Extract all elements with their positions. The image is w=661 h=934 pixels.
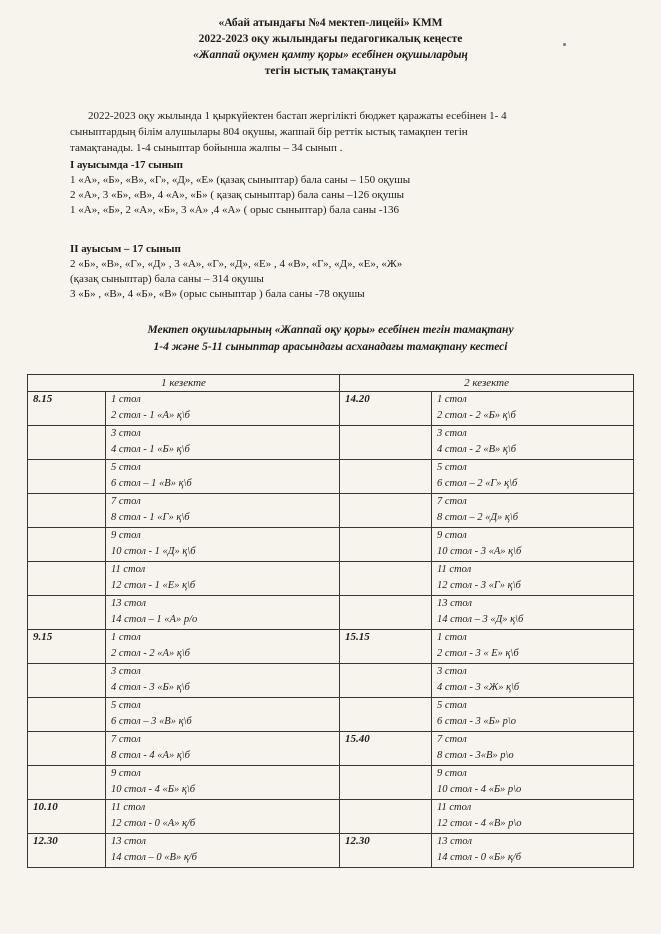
table-row: [28, 494, 634, 528]
shift-1-time-cell: [28, 698, 106, 732]
shift-1-tables-cell-text: 1 стол: [111, 632, 141, 643]
shift-2-tables-cell: [432, 766, 634, 800]
shift-2-tables-cell-text: 4 стол - 3 «Ж» қ\б: [437, 681, 520, 693]
shift-2-tables-cell-text: 14 стол - 0 «Б» қ/б: [437, 851, 522, 863]
shift-2-tables-cell-text: 9 стол: [437, 530, 467, 541]
shift-2-time-cell: [340, 732, 432, 766]
shift-1-tables-cell: [106, 528, 340, 562]
shift-2-tables-cell-text: 1 стол: [437, 632, 467, 643]
shift-1-tables-cell: [106, 766, 340, 800]
shift-2-time-cell: [340, 528, 432, 562]
shift-1-tables-cell: [106, 698, 340, 732]
shift-2-tables-cell: [432, 664, 634, 698]
header-line-4: тегін ыстық тамақтануы: [264, 65, 397, 77]
shift-2-time-cell: [340, 426, 432, 460]
table-row: [28, 460, 634, 494]
shift-1-tables-cell-text: 14 стол – 0 «В» қ/б: [111, 851, 197, 863]
shift-2-tables-cell-text: 12 стол - 4 «В» р\о: [437, 817, 522, 829]
shift-1-time-cell-text: 9.15: [33, 631, 53, 643]
table-row: [28, 698, 634, 732]
shift-2-tables-cell-text: 13 стол: [437, 598, 472, 609]
shift-1-line: 1 «А», «Б», «В», «Г», «Д», «Е» (қазақ сыныптар) бала саны – 150 оқушы: [70, 174, 411, 186]
shift-2-tables-cell-text: 8 стол - 3«В» р\о: [437, 749, 514, 761]
intro-paragraph: [70, 108, 610, 156]
shift-1-tables-cell: [106, 494, 340, 528]
shift-2-line: 3 «Б» , «В», 4 «Б», «В» (орыс сыныптар ) бала саны -78 оқушы: [70, 288, 365, 300]
shift-2-tables-cell-text: 2 стол - 2 «Б» қ\б: [437, 409, 516, 421]
header-line-2: 2022-2023 оқу жылындағы педагогикалық кеңесте: [198, 33, 463, 45]
shift-2-tables-cell-text: 8 стол – 2 «Д» қ\б: [437, 511, 518, 523]
shift-1-tables-cell-text: 10 стол - 4 «Б» қ\б: [111, 783, 195, 795]
table-title: [0, 322, 661, 356]
shift-1-time-cell: [28, 460, 106, 494]
shift-1-tables-cell-text: 4 стол - 3 «Б» қ\б: [111, 681, 190, 693]
shift-2-tables-cell-text: 1 стол: [437, 394, 467, 405]
shift-1-tables-cell-text: 9 стол: [111, 768, 141, 779]
shift-2-time-cell-text: 15.15: [345, 631, 370, 643]
table-row: [28, 800, 634, 834]
shift-1-tables-cell-text: 5 стол: [111, 462, 141, 473]
table-row: [28, 528, 634, 562]
shift-1-tables-cell-text: 11 стол: [111, 564, 146, 575]
shift-2-tables-cell-text: 6 стол - 3 «Б» р\о: [437, 715, 517, 727]
shift-2-time-cell: [340, 766, 432, 800]
shift-1-tables-cell-text: 1 стол: [111, 394, 141, 405]
shift-1-section: [70, 158, 410, 218]
shift-1-tables-cell: [106, 834, 340, 868]
shift-2-tables-cell-text: 6 стол – 2 «Г» қ\б: [437, 477, 518, 489]
shift-2-line: (қазақ сыныптар) бала саны – 314 оқушы: [70, 273, 264, 285]
shift-1-time-cell-text: 12.30: [33, 835, 58, 847]
table-row: [28, 392, 634, 426]
shift-1-tables-cell-text: 6 стол – 1 «В» қ\б: [111, 477, 192, 489]
shift-2-tables-cell: [432, 698, 634, 732]
shift-2-tables-cell: [432, 562, 634, 596]
shift-2-tables-cell-text: 10 стол - 4 «Б» р\о: [437, 783, 522, 795]
shift-1-tables-cell-text: 8 стол - 1 «Г» қ\б: [111, 511, 190, 523]
shift-1-tables-cell: [106, 800, 340, 834]
column-header-shift-2: 2 кезекте: [340, 375, 634, 392]
shift-2-tables-cell-text: 3 стол: [437, 666, 467, 677]
shift-1-time-cell: [28, 494, 106, 528]
shift-2-tables-cell: [432, 528, 634, 562]
shift-2-time-cell: [340, 494, 432, 528]
intro-line-2: сыныптардың білім алушылары 804 оқушы, жаппай бір реттік ыстық тамақпен тегін: [70, 126, 468, 138]
shift-2-tables-cell: [432, 732, 634, 766]
shift-2-tables-cell-text: 5 стол: [437, 700, 467, 711]
shift-1-tables-cell-text: 12 стол - 1 «Е» қ\б: [111, 579, 196, 591]
shift-1-time-cell: [28, 766, 106, 800]
shift-1-time-cell: [28, 834, 106, 868]
shift-2-time-cell: [340, 800, 432, 834]
shift-1-tables-cell-text: 10 стол - 1 «Д» қ\б: [111, 545, 196, 557]
shift-1-tables-cell-text: 3 стол: [111, 428, 141, 439]
table-row: [28, 732, 634, 766]
shift-1-time-cell-text: 10.10: [33, 801, 58, 813]
intro-line-1: 2022-2023 оқу жылында 1 қыркүйектен бастап жергілікті бюджет қаражаты есебінен 1- 4: [88, 110, 507, 122]
shift-1-time-cell-text: 8.15: [33, 393, 53, 405]
table-row: [28, 562, 634, 596]
shift-1-tables-cell-text: 13 стол: [111, 836, 146, 847]
shift-2-tables-cell-text: 14 стол – 3 «Д» қ\б: [437, 613, 524, 625]
shift-1-tables-cell-text: 6 стол – 3 «В» қ\б: [111, 715, 192, 727]
table-header-row: [28, 375, 634, 392]
shift-2-time-cell-text: 14.20: [345, 393, 370, 405]
shift-2-line: 2 «Б», «В», «Г», «Д» , 3 «А», «Г», «Д», «Е» , 4 «В», «Г», «Д», «Е», «Ж»: [70, 258, 403, 270]
shift-2-time-cell: [340, 834, 432, 868]
shift-2-time-cell: [340, 460, 432, 494]
shift-2-tables-cell-text: 11 стол: [437, 802, 472, 813]
shift-1-time-cell: [28, 392, 106, 426]
table-row: [28, 766, 634, 800]
shift-2-title: II ауысым – 17 сынып: [70, 243, 181, 255]
shift-2-time-cell-text: 12.30: [345, 835, 370, 847]
shift-1-tables-cell-text: 12 стол - 0 «А» қ/б: [111, 817, 196, 829]
shift-2-tables-cell: [432, 494, 634, 528]
table-title-line-2: 1-4 және 5-11 сыныптар арасындағы асханадағы тамақтану кестесі: [153, 341, 508, 353]
shift-2-time-cell-text: 15.40: [345, 733, 370, 745]
table-row: [28, 426, 634, 460]
scan-speck: [563, 43, 566, 46]
shift-1-time-cell: [28, 800, 106, 834]
shift-2-tables-cell: [432, 834, 634, 868]
shift-2-tables-cell: [432, 800, 634, 834]
shift-1-time-cell: [28, 562, 106, 596]
shift-2-tables-cell-text: 5 стол: [437, 462, 467, 473]
table-row: [28, 834, 634, 868]
shift-1-tables-cell-text: 4 стол - 1 «Б» қ\б: [111, 443, 190, 455]
shift-1-tables-cell: [106, 630, 340, 664]
shift-2-tables-cell-text: 9 стол: [437, 768, 467, 779]
shift-2-time-cell: [340, 630, 432, 664]
shift-1-tables-cell: [106, 392, 340, 426]
shift-1-tables-cell: [106, 460, 340, 494]
shift-2-tables-cell: [432, 460, 634, 494]
shift-1-tables-cell-text: 2 стол - 1 «А» қ\б: [111, 409, 190, 421]
meal-schedule-table: [27, 374, 634, 868]
shift-2-tables-cell-text: 7 стол: [437, 496, 467, 507]
shift-1-tables-cell-text: 11 стол: [111, 802, 146, 813]
shift-2-time-cell: [340, 562, 432, 596]
shift-1-time-cell: [28, 732, 106, 766]
shift-2-tables-cell-text: 3 стол: [437, 428, 467, 439]
shift-1-tables-cell-text: 3 стол: [111, 666, 141, 677]
table-row: [28, 596, 634, 630]
shift-2-tables-cell-text: 7 стол: [437, 734, 467, 745]
document-header: [0, 15, 661, 79]
shift-2-tables-cell-text: 12 стол - 3 «Г» қ\б: [437, 579, 521, 591]
shift-1-tables-cell-text: 13 стол: [111, 598, 146, 609]
shift-1-tables-cell-text: 7 стол: [111, 496, 141, 507]
header-line-1: «Абай атындағы №4 мектеп-лицейі» КММ: [218, 17, 443, 29]
shift-1-title: I ауысымда -17 сынып: [70, 159, 183, 171]
shift-1-tables-cell: [106, 596, 340, 630]
shift-1-tables-cell-text: 9 стол: [111, 530, 141, 541]
shift-2-time-cell: [340, 664, 432, 698]
shift-2-tables-cell-text: 4 стол - 2 «В» қ\б: [437, 443, 516, 455]
shift-1-line: 1 «А», «Б», 2 «А», «Б», 3 «А» ,4 «А» ( орыс сыныптар) бала саны -136: [70, 204, 400, 216]
table-row: [28, 664, 634, 698]
shift-1-tables-cell-text: 2 стол - 2 «А» қ\б: [111, 647, 190, 659]
shift-1-tables-cell: [106, 664, 340, 698]
shift-1-tables-cell-text: 5 стол: [111, 700, 141, 711]
intro-line-3: тамақтанады. 1-4 сыныптар бойынша жалпы – 34 сынып .: [70, 142, 343, 154]
shift-1-tables-cell: [106, 426, 340, 460]
shift-2-section: [70, 242, 402, 302]
shift-1-tables-cell-text: 14 стол – 1 «А» р/о: [111, 613, 198, 625]
shift-1-time-cell: [28, 664, 106, 698]
table-row: [28, 630, 634, 664]
shift-1-time-cell: [28, 528, 106, 562]
shift-2-time-cell: [340, 392, 432, 426]
shift-1-time-cell: [28, 630, 106, 664]
shift-1-time-cell: [28, 596, 106, 630]
shift-2-tables-cell-text: 13 стол: [437, 836, 472, 847]
shift-2-time-cell: [340, 596, 432, 630]
shift-1-tables-cell-text: 7 стол: [111, 734, 141, 745]
shift-1-tables-cell: [106, 562, 340, 596]
shift-1-line: 2 «А», 3 «Б», «В», 4 «А», «Б» ( қазақ сыныптар) бала саны –126 оқушы: [70, 189, 405, 201]
shift-2-tables-cell: [432, 596, 634, 630]
shift-1-time-cell: [28, 426, 106, 460]
shift-2-tables-cell: [432, 630, 634, 664]
shift-2-time-cell: [340, 698, 432, 732]
shift-1-tables-cell-text: 8 стол - 4 «А» қ\б: [111, 749, 190, 761]
shift-1-tables-cell: [106, 732, 340, 766]
header-line-3: «Жаппай оқумен қамту қоры» есебінен оқушылардың: [193, 49, 468, 61]
table-body: [28, 392, 634, 868]
column-header-shift-1: 1 кезекте: [28, 375, 340, 392]
shift-2-tables-cell: [432, 426, 634, 460]
shift-2-tables-cell-text: 10 стол - 3 «А» қ\б: [437, 545, 522, 557]
shift-2-tables-cell: [432, 392, 634, 426]
shift-2-tables-cell-text: 2 стол - 3 « Е» қ\б: [437, 647, 519, 659]
table-title-line-1: Мектеп оқушыларының «Жаппай оқу қоры» есебінен тегін тамақтану: [147, 324, 514, 336]
shift-2-tables-cell-text: 11 стол: [437, 564, 472, 575]
